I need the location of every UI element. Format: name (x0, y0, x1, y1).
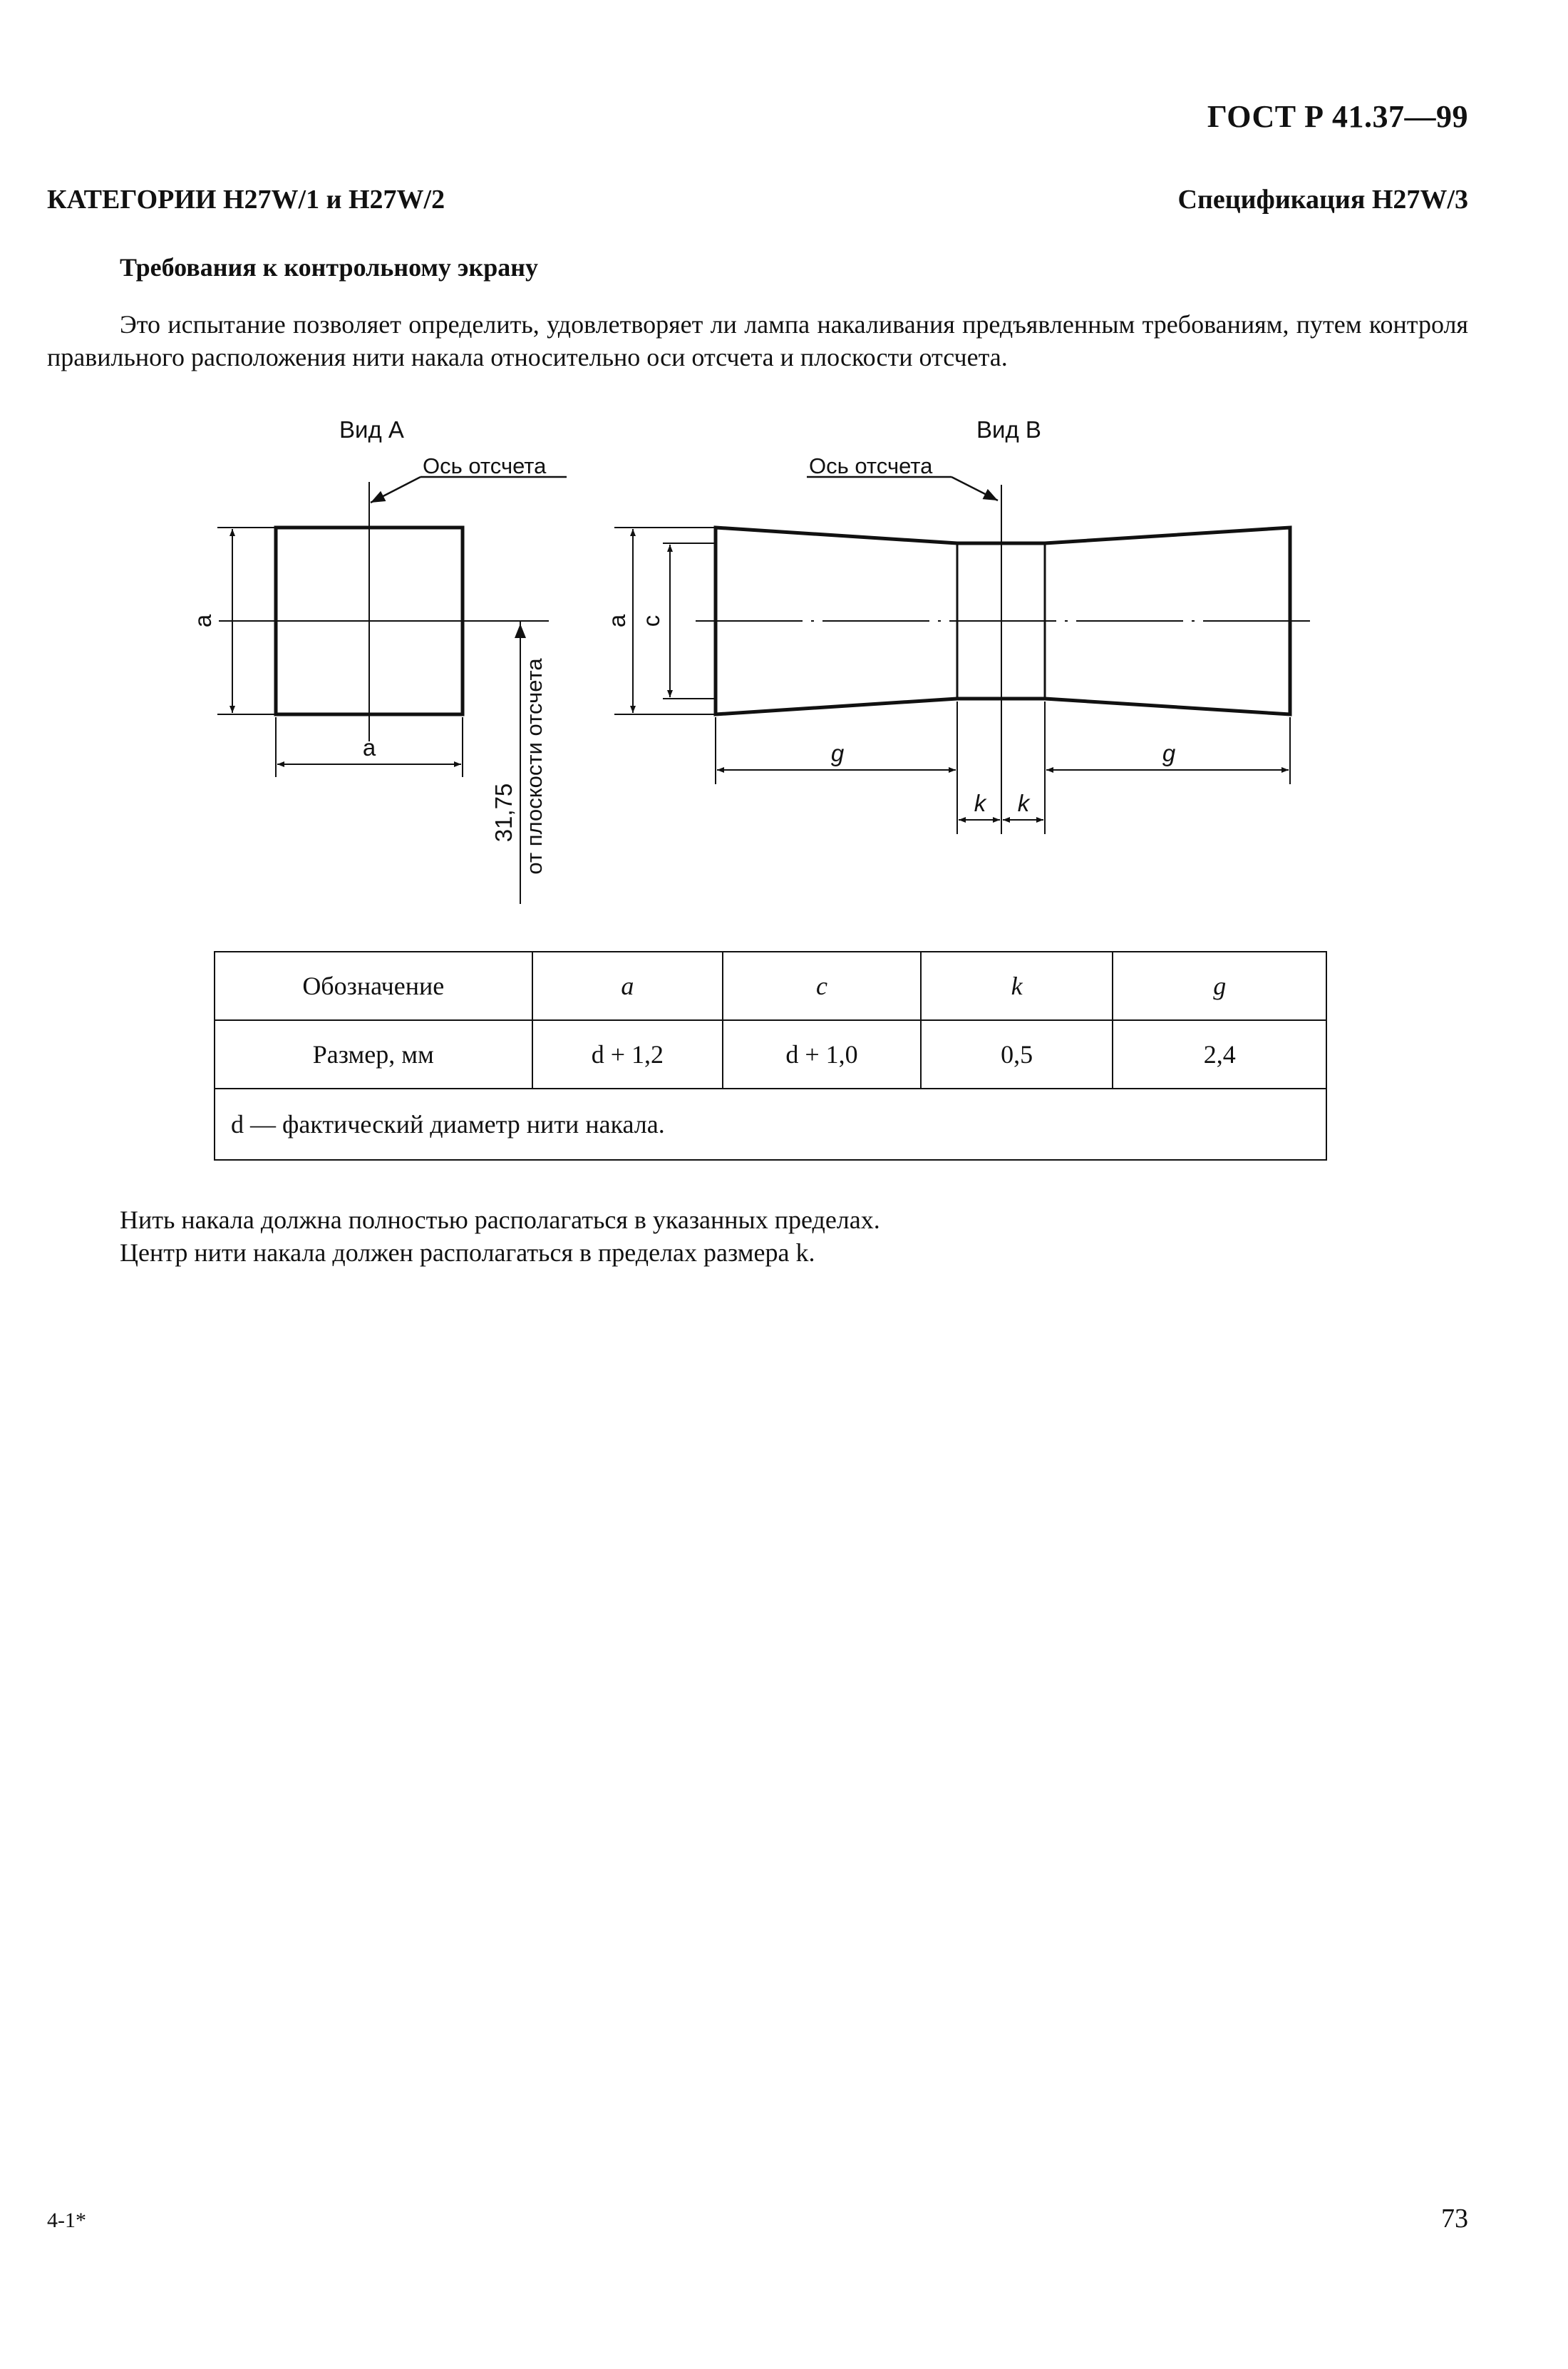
table-row (215, 1089, 1326, 1160)
category-heading: КАТЕГОРИИ H27W/1 и H27W/2 (47, 185, 445, 215)
view-b-title: Вид В (976, 416, 1041, 443)
view-b-dim-k-right-label: k (1017, 790, 1030, 816)
table-cell: c (723, 952, 921, 1020)
section-title: Требования к контрольному экрану (120, 253, 538, 282)
page-number: 73 (1441, 2204, 1468, 2234)
table-cell: a (532, 952, 723, 1020)
standard-code: ГОСТ Р 41.37—99 (1207, 99, 1468, 134)
intro-paragraph: Это испытание позволяет определить, удовлетворяет ли лампа накаливания предъявленным требованиям, путем контроля правильного расположения нити накала относительно оси отсчета и плоскости отсчета. (47, 310, 1468, 371)
table-cell: d + 1,2 (532, 1020, 723, 1089)
screen-drawing (0, 0, 1568, 927)
view-b-dim-c-label: c (638, 615, 664, 627)
table-note: d — фактический диаметр нити накала. (215, 1089, 1326, 1160)
table-cell: 2,4 (1113, 1020, 1326, 1089)
table-cell: d + 1,0 (723, 1020, 921, 1089)
closing-line-2: Центр нити накала должен располагаться в пределах размера k. (120, 1238, 815, 1267)
view-b-axis-label: Ось отсчета (809, 453, 933, 478)
table-cell: g (1113, 952, 1326, 1020)
view-a-dim-a-vertical-label: a (190, 614, 216, 628)
view-b-dim-g-left-label: g (830, 740, 845, 766)
table-row (215, 1020, 1326, 1089)
view-b-dim-a-label: a (604, 614, 630, 628)
view-b-drawing (604, 453, 1317, 834)
view-a-offset-label: от плоскости отсчета (522, 658, 547, 875)
view-a-offset-value: 31,75 (490, 783, 517, 843)
specification-heading: Спецификация H27W/3 (1177, 185, 1468, 215)
view-a-title: Вид А (339, 416, 404, 443)
view-a-drawing (190, 453, 567, 904)
closing-text (120, 1203, 880, 1269)
view-a-axis-label: Ось отсчета (423, 453, 547, 478)
table-cell: Размер, мм (215, 1020, 532, 1089)
view-a-dim-a-horizontal-label: a (362, 734, 376, 761)
table-cell: 0,5 (921, 1020, 1113, 1089)
footer-sheet-mark: 4-1* (47, 2209, 86, 2232)
table-cell: k (921, 952, 1113, 1020)
view-b-dim-k-left-label: k (974, 790, 986, 816)
view-b-dim-g-right-label: g (1162, 740, 1176, 766)
table-cell: Обозначение (215, 952, 532, 1020)
dimensions-table (214, 951, 1327, 1161)
closing-line-1: Нить накала должна полностью располагаться в указанных пределах. (120, 1206, 880, 1234)
table-row (215, 952, 1326, 1020)
